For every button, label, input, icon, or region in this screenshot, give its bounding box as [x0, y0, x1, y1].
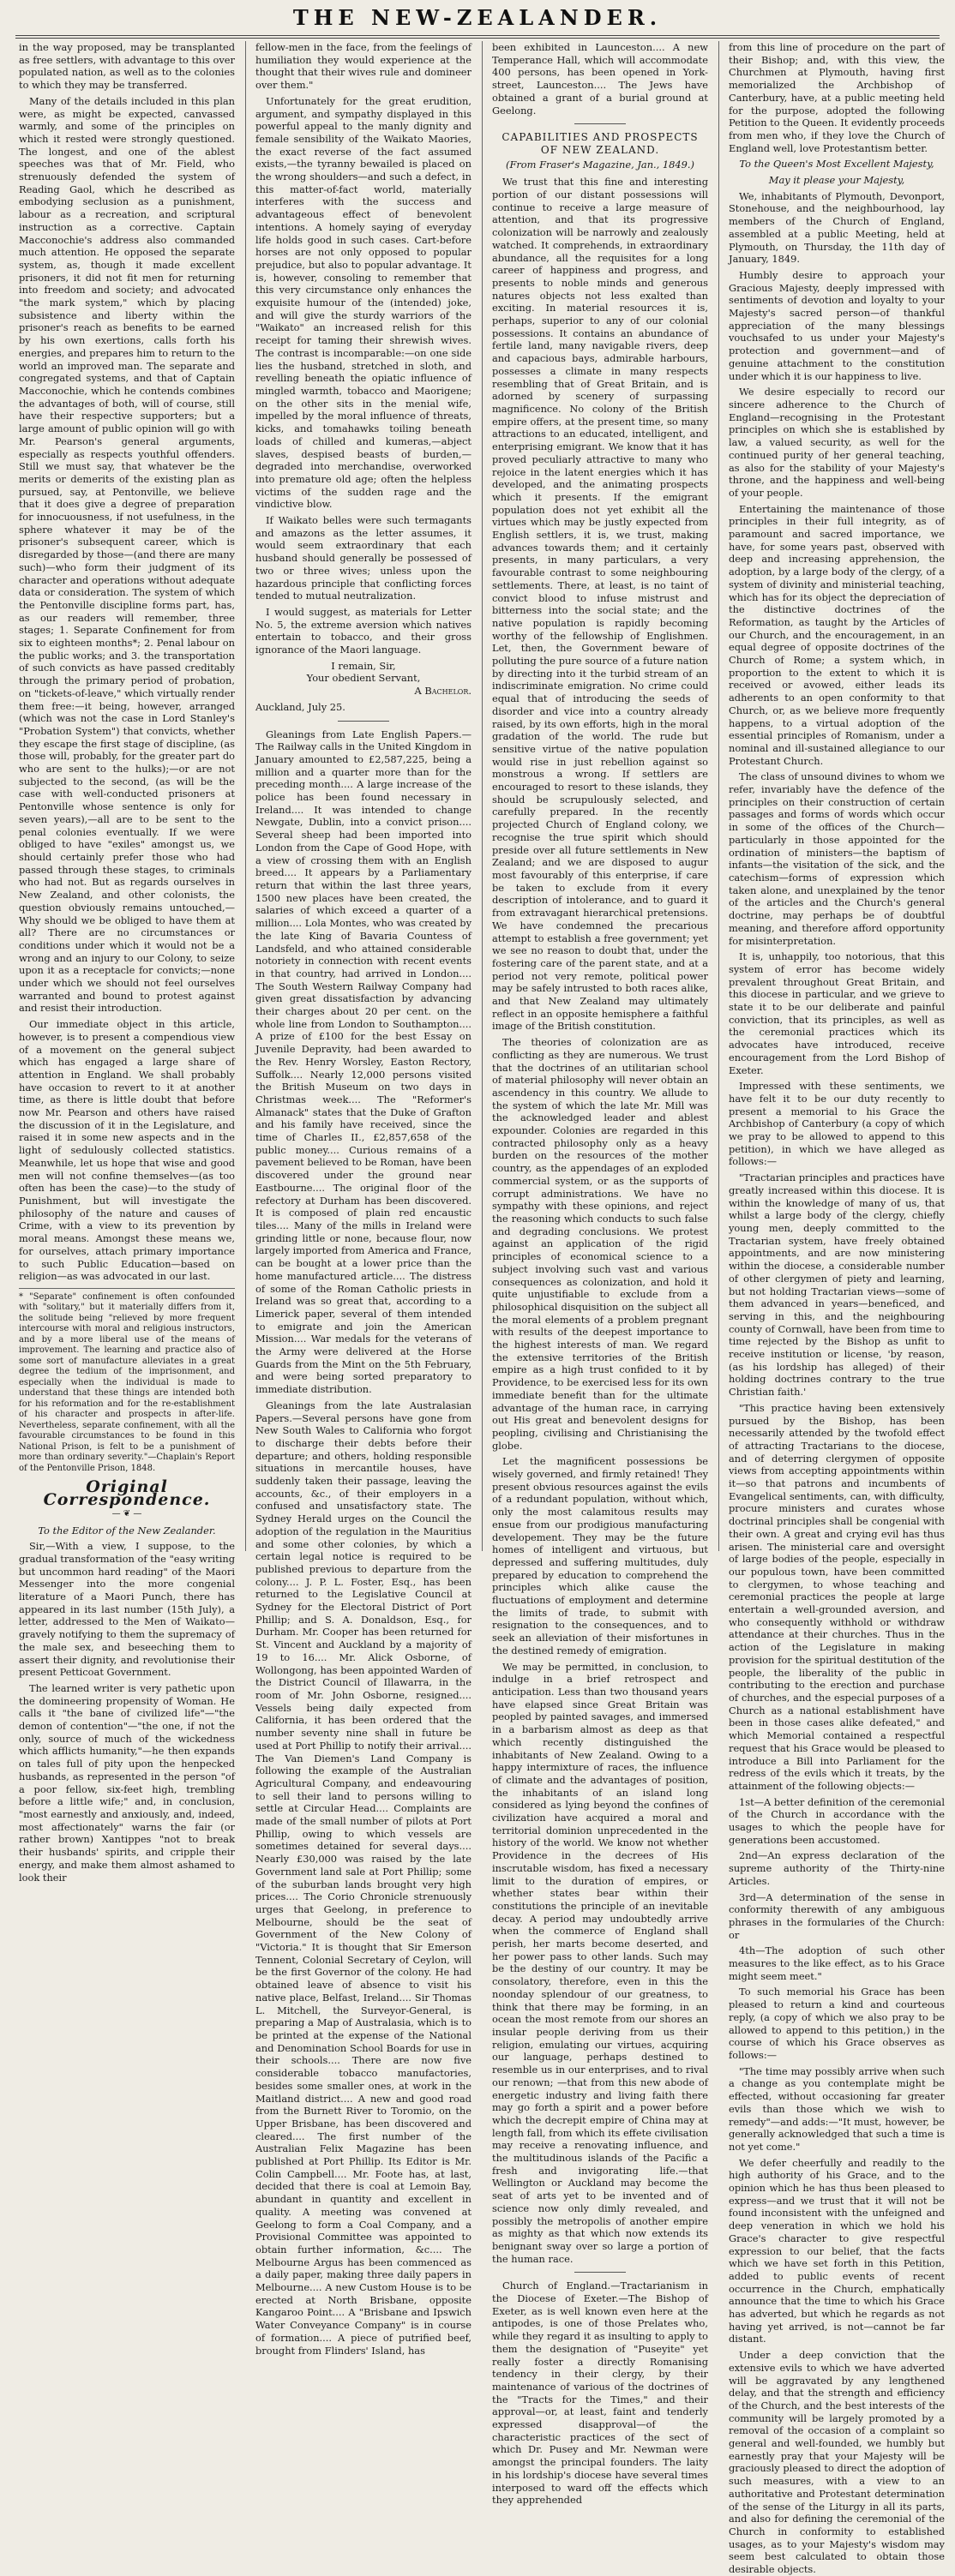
paragraph: 2nd—An express declaration of the supreme authority of the Thirty-nine Articles. [729, 1849, 945, 1887]
column-2 [255, 41, 471, 2357]
paragraph: We desire especially to record our sincere adherence to the Church of England—recognising in the Protestant principles on which she is established by law, a valued security, as well for the continued purity of her general teaching, as also for the stability of your Majesty's throne, and the happiness and well-being of your people. [729, 386, 945, 499]
column-divider [718, 41, 719, 1551]
paragraph: Our immediate object in this article, however, is to present a compendious view of a movement on the general subject which has engaged a large share of attention in England. We shall probably have occasion to revert to it at another time, as there is little doubt that before now Mr. Pearson and others have raised the discussion of it in the Legislature, and raised it in some new aspects and in the light of sedulously collected statistics. Meanwhile, let us hope that wise and good men will not confine themselves—(as too often has been the case)—to the study of Punishment, but will investigate the philosophy of the nature and causes of Crime, with a view to its prevention by moral means. Amongst these means we, for ourselves, attach primary importance to such Public Education—based on religion—as was advocated in our last. [19, 1018, 235, 1283]
masthead-rule [15, 35, 940, 36]
paragraph: The class of unsound divines to whom we refer, invariably have the defence of the principles on their construction of certain passages and forms of words which occur in some of the offices of the Church—particularly in those appointed for the ordination of ministers—the baptism of infants—the visitation of the sick, and the catechism—forms of expression which taken alone, and unexplained by the tenor of the articles and the Church's general doctrine, may perhaps be of doubtful meaning, and therefore afford opportunity for misinterpretation. [729, 770, 945, 947]
paragraph: been exhibited in Launceston.... A new Temperance Hall, which will accommodate 400 persons, has been opened in York-street, Launceston.... The Jews have obtained a grant of a burial ground at Geelong. [492, 41, 708, 117]
paragraph: Humbly desire to approach your Gracious Majesty, deeply impressed with sentiments of devotion and loyalty to your Majesty's sacred person—of thankful appreciation of the many blessings vouchsafed to us under your Majesty's protection and government—and of genuine attachment to the constitution under which it is our happiness to live. [729, 268, 945, 382]
news-item: Church of England.—Tractarianism in the Diocese of Exeter.—The Bishop of Exeter, as is well known even here at the antipodes, is one of those Prelates who, while they regard it as insulting to apply to them the designation of "Puseyite" yet really foster a directly Romanising tendency in their clergy, by their maintenance of various of the doctrines of the "Tracts for the Times," and their approval—or, at least, faint and tenderly expressed disapproval—of the characteristic practices of the sect of which Dr. Pusey and Mr. Newman were amongst the principal founders. The laity in his lordship's diocese have several times interposed to ward off the effects which they apprehended [492, 2279, 708, 2507]
ornament-divider: — ❦ — [111, 1508, 142, 1519]
column-divider [482, 41, 483, 1551]
dateline: Auckland, July 25. [255, 700, 345, 713]
news-item: Gleanings from Late English Papers.—The Railway calls in the United Kingdom in January amounted to £2,587,225, being a million and a quarter more than for the preceding month.... A large increase of the police has been found necessary in Ireland.... It was intended to change Newgate, Dublin, into a convict prison.... Several sheep had been imported into London from the Cape of Good Hope, with a view of crossing them with an English breed.... It appears by a Parliamentary return that within the last three years, 1500 new places have been created, the salaries of which exceed a quarter of a million.... Lola Montes, who was created by the late King of Bavaria Countess of Landsfeld, and who attained considerable notoriety in connection with recent events in that country, had arrived in London.... The South Western Railway Company had given great dissatisfaction by advancing their charges about 20 per cent. on the whole line from London to Southampton.... A prize of £100 for the best Essay on Juvenile Depravity, had been awarded to the Rev. Henry Worsley, Easton Rectory, Suffolk.... Nearly 12,000 persons visited the British Museum on two days in Christmas week.... The "Reformer's Almanack" states that the Duke of Grafton and his family have received, since the time of Charles II., £2,857,658 of the public money.... Curious remains of a pavement believed to be Roman, have been discovered under the ground near Eastbourne.... The original floor of the refectory at Durham has been discovered. It is composed of plain red encaustic tiles.... Many of the mills in Ireland were grinding little or none, because flour, now largely imported from America and France, can be bought at a lower price than the home manufactured article.... The distress of some of the Roman Catholic priests in Ireland was so great that, according to a Limerick paper, several of them intended to emigrate and join the American Mission.... War medals for the veterans of the Army were delivered at the Horse Guards from the Mint on the 5th February, and were being sorted preparatory to immediate distribution. [255, 728, 471, 1396]
paragraph: We trust that this fine and interesting portion of our distant possessions will continue to receive a large measure of attention, and that its progressive colonization will be narrowly and zealously watched. It comprehends, in extraordinary abundance, all the requisites for a long career of happiness and progress, and presents to noble minds and generous natures objects not less exalted than exciting. In material resources it is, perhaps, superior to any of our colonial possessions. It contains an abundance of fertile land, many navigable rivers, deep and capacious bays, admirable harbours, possesses a climate in many respects resembling that of Great Britain, and is adorned by scenery of surpassing magnificence. No colony of the British empire offers, at the present time, so many attractions to an educated, intelligent, and enterprising emigrant. We know that it has proved peculiarly attractive to many who rejoice in the latent energies which it has developed, and the animating prospects which it presents. If the emigrant population does not yet exhibit all the virtues which may be justly expected from English settlers, it is, we trust, making advances towards them; and it certainly presents, in many particulars, a very favourable contrast to some neighbouring settlements. There, at least, is no taint of convict blood to infuse mistrust and bitterness into the social state; and the native population is rapidly becoming worthy of the fellowship of Englishmen. Let, then, the Government beware of polluting the pure source of a future nation by directing into it the turbid stream of an indiscriminate emigration. No crime could equal that of introducing the seeds of disorder and vice into a country already raised, by its own efforts, high in the moral gradation of the world. The rude but sensitive virtue of the native population would rise in just rebellion against so monstrous a wrong. If settlers are encouraged to resort to these islands, they should be scrupulously selected, and carefully prepared. In the recently projected Church of England colony, we recognise the true spirit which should preside over all future settlements in New Zealand; and we are disposed to augur most favourably of this enterprise, if care be taken to exclude from it every description of intolerance, and to guard it from extravagant hierarchical pretensions. We have condemned the precarious attempt to establish a free government; yet we see no reason to doubt that, under the fostering care of the parent state, and at a period not very remote, political power may be safely intrusted to both races alike, and that New Zealand may ultimately reflect in an opposite hemisphere a faithful image of the British constitution. [492, 176, 708, 1033]
column-3 [492, 41, 708, 2507]
news-item: Gleanings from the late Australasian Papers.—Several persons have gone from New South Wales to California who forgot to discharge their debts before their departure; and others, holding responsible situations in mercantile houses, have suddenly taken their passage, leaving the accounts, &c., of their employers in a confused and unsatisfactory state. The Sydney Herald urges on the Council the adoption of the regulation in the Mauritius and some other colonies, by which a certain legal notice is required to be published previous to departure from the colony.... J. P. L. Foster, Esq., has been returned to the Legislative Council at Sydney for the Electoral District of Port Phillip; and S. A. Donaldson, Esq., for Durham. Mr. Cooper has been returned for St. Vincent and Auckland by a majority of 19 to 16.... Mr. Alick Osborne, of Wollongong, has been appointed Warden of the District Council of Illawarra, in the room of Mr. John Osborne, resigned.... Vessels being daily expected from California, it has been ordered that the number seventy nine shall in future be used at Port Phillip to notify their arrival.... The Van Diemen's Land Company is following the example of the Australian Agricultural Company, and endeavouring to sell their land to persons willing to settle at Circular Head.... Complaints are made of the small number of pilots at Port Phillip, owing to which vessels are sometimes detained for several days.... Nearly £30,000 was raised by the late Government land sale at Port Phillip; some of the suburban lands brought very high prices.... The Corio Chronicle strenuously urges that Geelong, in preference to Melbourne, should be the seat of Government of the New Colony of "Victoria." It is thought that Sir Emerson Tennent, Colonial Secretary of Ceylon, will be the first Governor of the colony. He had obtained leave of absence to visit his native place, Belfast, Ireland.... Sir Thomas L. Mitchell, the Surveyor-General, is preparing a Map of Australasia, which is to be printed at the expense of the National and Denomination School Boards for use in their schools.... There are now five considerable tobacco manufactories, besides some smaller ones, at work in the Maitland district.... A new and good road from the Burnett River to Toromio, on the Upper Brisbane, has been discovered and cleared.... The first number of the Australian Felix Magazine has been published at Port Phillip. Its Editor is Mr. Colin Campbell.... Mr. Foote has, at last, decided that there is coal at Lemoin Bay, abundant in quantity and excellent in quality. A meeting was convened at Geelong to form a Coal Company, and a Provisional Committee was appointed to obtain further information, &c.... The Melbourne Argus has been commenced as a daily paper, making three daily papers in Melbourne.... A new Custom House is to be erected at North Brisbane, opposite Kangaroo Point.... A "Brisbane and Ipswich Water Conveyance Company" is in course of formation.... A piece of putrified beef, brought from Flinders' Island, has [255, 1399, 471, 2357]
masthead: THE NEW-ZEALANDER. [292, 5, 663, 30]
paragraph: "The time may possibly arrive when such a change as you contemplate might be effected, without occasioning far greater evils than those which we wish to remedy"—and adds:—"It must, however, be generally acknowledged that such a time is not yet come." [729, 2064, 945, 2153]
petition-heading: To the Queen's Most Excellent Majesty, [739, 158, 934, 171]
paragraph: I would suggest, as materials for Letter No. 5, the extreme aversion which natives entertain to tobacco, and their gross ignorance of the Maori language. [255, 605, 471, 656]
paragraph: We defer cheerfully and readily to the high authority of his Grace, and to the opinion which he has thus been pleased to express—and we trust that it will not be found inconsistent with the unfeigned and deep veneration in which we hold his Grace's character to give respectful expression to our belief, that the facts which we have set forth in this Petition, added to public events of recent occurrence in the Church, emphatically announce that the time to which his Grace has adverted, but which he regards as not having yet arrived, is not—cannot be far distant. [729, 2156, 945, 2345]
letter-signature: A Bachelor. [414, 685, 471, 698]
divider [574, 123, 626, 124]
divider [574, 2272, 626, 2273]
paragraph: The learned writer is very pathetic upon the domineering propensity of Woman. He calls it "the bane of civilized life"—"the demon of contention"—"the one, if not the only, source of much of the wickedness which afflicts humanity,"—he then expands on tales full of pity upon the henpecked husbands, as represented in the person "of a poor fellow, six-feet high, trembling before a little wife;" and, in conclusion, "most earnestly and anxiously, and, indeed, most affectionately" warns the fair (or rather brown) Xantippes "not to break their husbands' spirits, and cripple their energy, and make them almost ashamed to look their [19, 1681, 235, 1884]
paragraph: Let the magnificent possessions be wisely governed, and firmly retained! They present obvious resources against the evils of a redundant population, without which, only the most calamitous results may ensue from our prodigious manufacturing developement. They may be the future homes of intelligent and virtuous, but depressed and suffering multitudes, duly prepared by education to comprehend the principles which alike cause the fluctuations of employment and determine the limits of trade, to submit with resignation to the consequences, and to seek an alleviation of their misfortunes in the destined remedy of emigration. [492, 1455, 708, 1656]
paragraph: The theories of colonization are as conflicting as they are numerous. We trust that the doctrines of an utilitarian school of material philosophy will never obtain an ascendency in this country. We allude to the system of which the late Mr. Mill was the acknowledged leader and ablest expounder. Colonies are regarded in this contracted philosophy only as a heavy burden on the resources of the mother country, as the appendages of an exploded commercial system, or as the supports of corrupt administrations. We have no sympathy with these opinions, and reject the reasoning which conducts to such false and degrading conclusions. We protest against an application of the rigid principles of economical science to a subject involving such vast and various consequences as colonization, and hold it quite unjustifiable to exclude from a philosophical disquisition on the subject all the moral elements of a problem pregnant with results of the deepest importance to the highest interests of man. We regard the extensive territories of the British empire as a high trust confided to it by Providence, to be exercised less for its own immediate benefit than for the ultimate advantage of the human race, in carrying out His great and benevolent designs for peopling, civilising and Christianising the globe. [492, 1036, 708, 1452]
paragraph: We, inhabitants of Plymouth, Devonport, Stonehouse, and the neighbourhood, lay members of the Church of England, assembled at a public Meeting, held at Plymouth, on Thursday, the 11th day of January, 1849. [729, 189, 945, 266]
section-heading: Original Correspondence. [43, 1477, 211, 1510]
letter-closing: I remain, Sir, [331, 659, 396, 672]
paragraph: Many of the details included in this plan were, as might be expected, canvassed warmly, and some of the principles on which it rested were strongly questioned. The longest, and one of the ablest speeches was that of Mr. Field, who strenuously defended the system of Reading Gaol, which he described as embodying seclusion as a punishment, labour as a recreation, and scriptural instruction as a corrective. Captain Macconochie's address also commanded much attention. He opposed the separate system, as, though it made excellent prisoners, it did not fit men for returning into freedom and society; and advocated "the mark system," which by placing subsistence and liberty within the prisoner's reach as benefits to be earned by his own exertions, calls forth his energies, and prepares him to return to the world an improved man. The separate and congregated systems, and that of Captain Macconochie, which he contends combines the advantages of both, will of course, still have their respective supporters; but a large amount of public opinion will go with Mr. Pearson's general arguments, especially as respects youthful offenders. Still we must say, that whatever be the merits or demerits of the existing plan as pursued, say, at Pentonville, we believe that it does give a degree of preparation for innocuousness, if not usefulness, in the sphere whatever it may be of the prisoner's subsequent career, which is disregarded by those—(and there are many such)—who form their judgment of its character and operations without adequate data or consideration. The system of which the Pentonville discipline forms part, has, as our readers will remember, three stages; 1. Separate Confinement for from six to eighteen months*; 2. Penal labour on the public works; and 3. the transportation of such convicts as have passed creditably through the primary period of probation, on "tickets-of-leave," which virtually render them free:—it being, however, arranged (which was not the case in Lord Stanley's "Probation System") that convicts, whether they escape the first stage of discipline, (as those will, probably, for the greater part do who are sent to the hulks);—or are not subjected to the second, (as will be the case with well-conducted prisoners at Pentonville whose sentence is only for seven years),—all are to be sent to the penal colonies eventually. If we were obliged to have "exiles" amongst us, we should certainly prefer those who had passed through these stages, to criminals who had not. But as regards ourselves in New Zealand, and other colonists, the question obviously remains untouched,—Why should we be obliged to have them at all? There are no circumstances or conditions under which it would not be a wrong and an injury to our Colony, to seize upon it as a receptacle for convicts;—none under which we should not feel ourselves warranted and bound to protest against and resist their introduction. [19, 94, 235, 1015]
paragraph: It is, unhappily, too notorious, that this system of error has become widely prevalent throughout Great Britain, and this diocese in particular, and we grieve to state it to be our deliberate and painful conviction, that its principles, as well as the ceremonial practices which its advocates have introduced, receive encouragement from the Lord Bishop of Exeter. [729, 950, 945, 1076]
paragraph: We may be permitted, in conclusion, to indulge in a brief retrospect and anticipation. Less than two thousand years have elapsed since Great Britain was peopled by painted savages, and immersed in a barbarism almost as deep as that which recently distinguished the inhabitants of New Zealand. Owing to a happy intermixture of races, the influence of climate and the advantages of position, the inhabitants of an island long considered as lying beyond the confines of civilization have acquired a moral and territorial dominion unprecedented in the history of the world. We know not whether Providence in the decrees of His inscrutable wisdom, has fixed a necessary limit to the duration of empires, or whether states bear within their constitutions the principle of an inevitable decay. A period may undoubtedly arrive when the commerce of England shall perish, her marts become deserted, and her power pass to other lands. Such may be the destiny of our country. It may be consolatory, therefore, even in this the noonday splendour of our greatness, to think that there may be forming, in an ocean the most remote from our shores an insular people deriving from us their religion, emulating our virtues, acquiring our language, perhaps destined to resemble us in our enterprises, and to rival our renown; —that from this new abode of energetic industry and living faith there may go forth a spirit and a power before which the decrepit empire of China may at length fall, from which its effete civilisation may receive a renovating influence, and the multitudinous islands of the Pacific a fresh and invigorating life.—that Wellington or Auckland may become the seat of arts yet to be invented and of science now only dimly revealed, and possibly the metropolis of another empire as mighty as that which now extends its benignant sway over so large a portion of the human race. [492, 1660, 708, 2265]
letter-address: To the Editor of the New Zealander. [38, 1524, 216, 1537]
paragraph: Under a deep conviction that the extensive evils to which we have adverted will be aggravated by any lengthened delay, and that the strength and efficiency of the Church, and the best interests of the community will be largely promoted by a removal of the occasion of a complaint so general and well-founded, we humbly but earnestly pray that your Majesty will be graciously pleased to direct the adoption of such measures, with a view to an authoritative and Protestant determination of the sense of the Liturgy in all its parts, and also for defining the ceremonial of the Church in conformity to established usages, as to your Majesty's wisdom may seem best calculated to obtain those desirable objects. [729, 2349, 945, 2576]
masthead-rule-2 [15, 38, 940, 39]
letter-closing: Your obedient Servant, [306, 672, 421, 685]
paragraph: Unfortunately for the great erudition, argument, and sympathy displayed in this powerful appeal to the manly dignity and female sensibility of the Waikato Maories, the exact reverse of the fact assumed exists,—the tyranny bewailed is placed on the wrong shoulders—and such a defect, in this matter-of-fact world, materially interferes with the success and advantageous effect of benevolent intentions. A homely saying of everyday life holds good in such cases. Cart-before horses are not only opposed to popular prejudice, but also to popular advantage. It is, however, consoling to remember that this very circumstance only enhances the exquisite humour of the (intended) joke, and will give the sturdy warriors of the "Waikato" an increased relish for this receipt for taming their shrewish wives. The contrast is incomparable:—on one side lies the husband, stretched in sloth, and revelling beneath the opiatic influence of mingled warmth, tobacco and Maorigene; on the other sits in the menial wife, impelled by the moral influence of threats, kicks, and tomahawks toiling beneath loads of chilled and kumeras,—abject slaves, despised beasts of burden,—degraded into merchandise, overworked into premature old age; often the helpless victims of the sudden rage and the vindictive blow. [255, 94, 471, 511]
column-4 [729, 41, 945, 2576]
paragraph: 1st—A better definition of the ceremonial of the Church in accordance with the usages to which the people have for generations been accustomed. [729, 1795, 945, 1846]
paragraph: 4th—The adoption of such other measures to the like effect, as to his Grace might seem meet." [729, 1944, 945, 1982]
article-source: (From Fraser's Magazine, Jan., 1849.) [506, 158, 694, 171]
paragraph: "Tractarian principles and practices have greatly increased within this diocese. It is within the knowledge of many of us, that whilst a large body of the clergy, chiefly young men, deeply committed to the Tractarian system, have freely obtained appointments, and are now ministering within the diocese, a considerable number of other clergymen of piety and learning, but not holding Tractarian views—some of them advanced in years—beneficed, and serving in this, and the neighbouring county of Cornwall, have been from time to time rejected by the Bishop as unfit to receive institution or license, 'by reason, (as his lordship has alleged) of their holding doctrines contrary to the true Christian faith.' [729, 1171, 945, 1399]
column-1 [19, 41, 235, 1884]
paragraph: Sir,—With a view, I suppose, to the gradual transformation of the "easy writing but uncommon hard reading" of the Maori Messenger into the more congenial literature of a Maori Punch, there has appeared in its last number (15th July), a letter, addressed to the Men of Waikato—gravely notifying to them the supremacy of the male sex, and beseeching them to assert their dignity, and revolutionise their present Petticoat Government. [19, 1540, 235, 1679]
column-divider [245, 41, 246, 1551]
footnote: * "Separate" confinement is often confounded with "solitary," but it materially differs from it, the solitude being "relieved by more frequent intercourse with moral and religious instructors, and by a more liberal use of the means of improvement. The learning and practice also of some sort of manufacture alleviates in a great degree the tedium of the imprisonment, and especially when the individual is made to understand that these things are intended both for his reformation and for the re-establishment of his character and prospects in after-life. Nevertheless, separate confinement, with all the favourable circumstances to be found in this National Prison, is felt to be a punishment of more than ordinary severity."—Chaplain's Report of the Pentonville Prison, 1848. [19, 1288, 235, 1475]
petition-subheading: May it please your Majesty, [768, 174, 905, 187]
paragraph: in the way proposed, may be transplanted as free settlers, with advantage to this over populated nation, as well as to the colonies to which they may be transferred. [19, 41, 235, 92]
paragraph: If Waikato belles were such termagants and amazons as the letter assumes, it would seem extraordinary that each husband should generally be possessed of two or three wives; unless upon the hazardous principle that conflicting forces tended to mutual neutralization. [255, 514, 471, 602]
divider [338, 721, 389, 722]
paragraph: Impressed with these sentiments, we have felt it to be our duty recently to present a memorial to his Grace the Archbishop of Canterbury (a copy of which we pray to be allowed to append to this petition), in which we have alleged as follows:— [729, 1080, 945, 1168]
paragraph: To such memorial his Grace has been pleased to return a kind and courteous reply, (a copy of which we also pray to be allowed to append to this petition,) in the course of which his Grace observes as follows:— [729, 1986, 945, 2061]
article-title: CAPABILITIES AND PROSPECTS OF NEW ZEALAND. [502, 131, 699, 156]
paragraph: 3rd—A determination of the sense in conformity therewith of any ambiguous phrases in the formularies of the Church: or [729, 1890, 945, 1941]
paragraph: Entertaining the maintenance of those principles in their full integrity, as of paramount and sacred importance, we have, for some years past, observed with deep and increasing apprehension, the adoption, by a large body of the clergy, of a system of divinity and ministerial teaching, which has for its object the depreciation of the distinctive doctrines of the Reformation, as taught by the Articles of our Church, and the encouragement, in an equal degree of opposite doctrines of the Church of Rome; a system which, in proportion to the extent to which it is received or avowed, either leads its adherents to an open conformity to that Church, or, as we believe more frequently happens, to a virtual adoption of the essential principles of Romanism, under a nominal and ill-sustained allegiance to our Protestant Church. [729, 502, 945, 767]
paragraph: fellow-men in the face, from the feelings of humiliation they would experience at the thought that their wives rule and domineer over them." [255, 41, 471, 92]
paragraph: "This practice having been extensively pursued by the Bishop, has been necessarily attended by the twofold effect of attracting Tractarians to the diocese, and of deterring clergymen of opposite views from accepting appointments within it—so that patrons and incumbents of Evangelical sentiments, can, with difficulty, procure ministers and curates whose doctrinal principles shall be congenial with their own. A great and crying evil has thus arisen. The ministerial care and oversight of large bodies of the people, especially in our populous town, have been committed to clergymen, to whose teaching and ceremonial practices the people at large entertain a well-grounded aversion, and who consequently withhold or withdraw attendance at their churches. Thus in the action of the Legislature in making provision for the spiritual destitution of the people, the liberality of the public in contributing to the erection and purchase of churches, and the especial purposes of a Church as a national establishment have been in those cases alike defeated," and which Memorial contained a respectful request that his Grace would be pleased to introduce a Bill into Parliament for the redress of the evils which it treats, by the attainment of the following objects:— [729, 1401, 945, 1792]
paragraph: from this line of procedure on the part of their Bishop; and, with this view, the Churchmen at Plymouth, having first memorialized the Archbishop of Canterbury, have, at a public meeting held for the purpose, adopted the following Petition to the Queen. It evidently proceeds from men who, if they love the Church of England well, love Protestantism better. [729, 41, 945, 154]
